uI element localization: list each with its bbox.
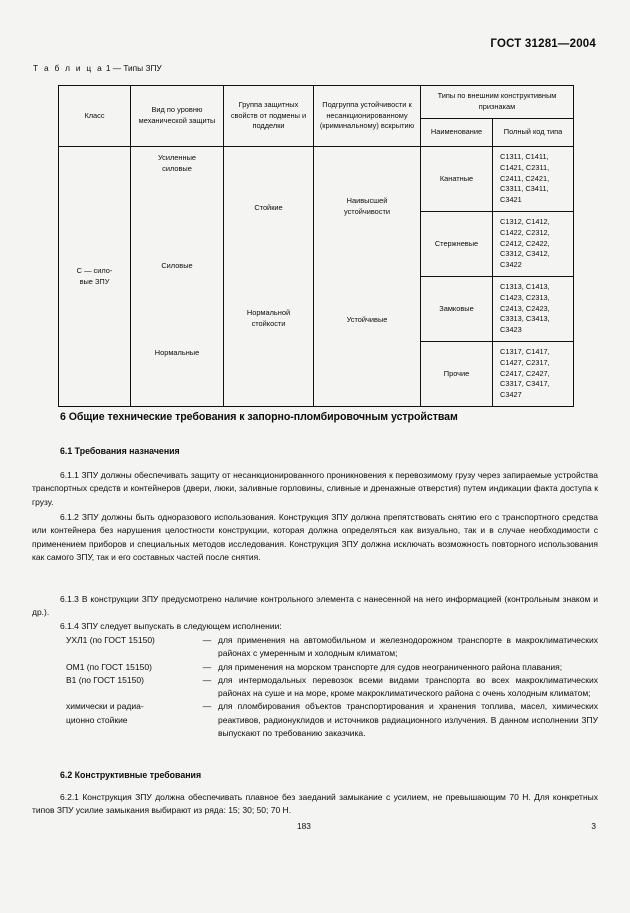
paragraph-6-1-2: 6.1.2 ЗПУ должны быть одноразового использования. Конструкция ЗПУ должна препятствовать снятию его с транспортного средства или контейнера без нарушения целостности конструкции, которая должна определяться как визуально, так и в случае необходимости с применением приборов и специальных методов исследования. Конструкция ЗПУ должна исключать возможность повторного использования как самого ЗПУ, так и его составных частей после снятия. <box>32 512 598 562</box>
variant-desc-uhl1: для применения на автомобильном и железнодорожном транспорте в макроклиматических районах с умеренным и холодным климатом; <box>218 635 598 659</box>
variant-dash-3: — <box>202 701 212 712</box>
variant-desc-v1: для интермодальных перевозок всеми видами транспорта во всех макроклиматических районах на суше и на море, кроме макроклиматического района с очень холодным климатом; <box>218 674 598 699</box>
variant-term-uhl1: УХЛ1 (по ГОСТ 15150) <box>66 635 155 645</box>
variant-dash-2: — <box>202 674 212 685</box>
subgroup-highest-l1: Наивысшей <box>346 196 388 205</box>
list-item <box>66 634 598 661</box>
vid-label-reinforced-l1: Усиленные <box>157 153 197 162</box>
variant-desc-om1: для применения на морском транспорте для судов неограниченного района плавания; <box>218 661 563 672</box>
variant-dash-1: — <box>202 661 212 672</box>
list-item <box>66 700 598 740</box>
variant-term-chemical-l2: ционно стойкие <box>66 714 128 725</box>
class-line-1: С — сило- <box>76 265 113 275</box>
variant-term-om1: ОМ1 (по ГОСТ 15150) <box>66 661 152 672</box>
header-class: Класс <box>59 86 131 147</box>
cell-class-value <box>59 147 131 407</box>
types-table <box>58 85 574 407</box>
type-codes-3: С1317, С1417, С1427, С2317, С2417, С2427, С3317, С3417, С3427 <box>493 342 574 407</box>
page-number-center: 183 <box>297 821 311 831</box>
header-subgroup: Подгруппа устойчивости к несанкционированному (криминальному) вскрытию <box>314 86 421 147</box>
table-head <box>59 86 574 147</box>
variant-dash-0: — <box>202 635 212 645</box>
table-caption-rest: 1 — Типы ЗПУ <box>103 63 162 73</box>
class-line-2: вые ЗПУ <box>79 276 110 286</box>
variant-term-chemical-l1: химически и радиа- <box>66 701 144 712</box>
paragraph-6-1-3: 6.1.3 В конструкции ЗПУ предусмотрено наличие контрольного элемента с нанесенной на него информацией (контрольным знаком и др.). <box>32 594 598 618</box>
section-6-1-heading: 6.1 Требования назначения <box>60 446 180 456</box>
cell-subgroup-values <box>314 147 421 407</box>
subgroup-label-stable: Устойчивые <box>346 315 388 324</box>
paragraph-6-1-1: 6.1.1 ЗПУ должны обеспечивать защиту от несанкционированного проникновения к перевозимому грузу через запираемые устройства транспортных средств и контейнеров (двери, люки, заливные горловины, сливные и дренажные отверстия) путем индикации факта доступа к грузу. <box>32 470 598 507</box>
vid-label-reinforced <box>131 153 223 174</box>
header-group: Группа защитных свойств от подмены и подделки <box>224 86 314 147</box>
subgroup-label-highest <box>314 196 420 217</box>
group-label-normal-l1: Нормальной <box>246 308 291 317</box>
list-item <box>66 674 598 701</box>
section-6-heading: 6 Общие технические требования к запорно-пломбировочным устройствам <box>60 411 458 423</box>
group-label-resistant: Стойкие <box>254 203 283 212</box>
variant-term-v1: В1 (по ГОСТ 15150) <box>66 674 144 685</box>
table-row <box>59 147 574 212</box>
paragraph-6-2-1: 6.2.1 Конструкция ЗПУ должна обеспечивать плавное без заеданий замыкание с усилием, не превышающим 70 Н. Для конкретных типов ЗПУ усилие замыкания выбирают из ряда: 15; 30; 50; 70 Н. <box>32 792 598 816</box>
list-item <box>66 661 598 674</box>
type-codes-0: С1311, С1411, С1421, С2311, С2411, С2421, С3311, С3411, С3421 <box>493 147 574 212</box>
header-types-name: Наименование <box>421 118 493 146</box>
header-types-outer: Типы по внешним конструктивным признакам <box>421 86 574 119</box>
page-number-right: 3 <box>591 821 596 831</box>
type-name-1: Стержневые <box>421 212 493 277</box>
header-vid: Вид по уровню механической защиты <box>131 86 224 147</box>
paragraph-6-1-4: 6.1.4 ЗПУ следует выпускать в следующем исполнении: <box>60 621 282 631</box>
table-body <box>59 147 574 407</box>
type-name-3: Прочие <box>421 342 493 407</box>
vid-label-power: Силовые <box>161 261 193 270</box>
group-label-normal-l2: стойкости <box>251 318 286 328</box>
execution-variants-list <box>66 634 598 740</box>
type-name-2: Замковые <box>421 277 493 342</box>
table-caption-prefix: Т а б л и ц а <box>33 63 104 73</box>
variant-desc-chemical: для пломбирования объектов транспортирования и хранения топлива, масел, химических реактивов, радионуклидов и источников радиационного излучения. В данном исполнении ЗПУ выпускают по требованию заказчика. <box>218 701 598 739</box>
cell-vid-values <box>131 147 224 407</box>
type-name-0: Канатные <box>421 147 493 212</box>
cell-group-values <box>224 147 314 407</box>
table-header-row-1 <box>59 86 574 119</box>
vid-label-reinforced-l2: силовые <box>162 163 192 173</box>
vid-label-normal: Нормальные <box>154 348 200 357</box>
variant-term-chemical <box>66 700 196 727</box>
subgroup-highest-l2: устойчивости <box>344 206 390 216</box>
type-codes-2: С1313, С1413, С1423, С2313, С2413, С2423, С3313, С3413, С3423 <box>493 277 574 342</box>
group-label-normal-resistance <box>224 308 313 329</box>
standard-number-header: ГОСТ 31281—2004 <box>490 38 596 50</box>
table-caption <box>33 63 162 73</box>
type-codes-1: С1312, С1412, С1422, С2312, С2412, С2422, С3312, С3412, С3422 <box>493 212 574 277</box>
header-types-code: Полный код типа <box>493 118 574 146</box>
section-6-2-heading: 6.2 Конструктивные требования <box>60 770 202 780</box>
